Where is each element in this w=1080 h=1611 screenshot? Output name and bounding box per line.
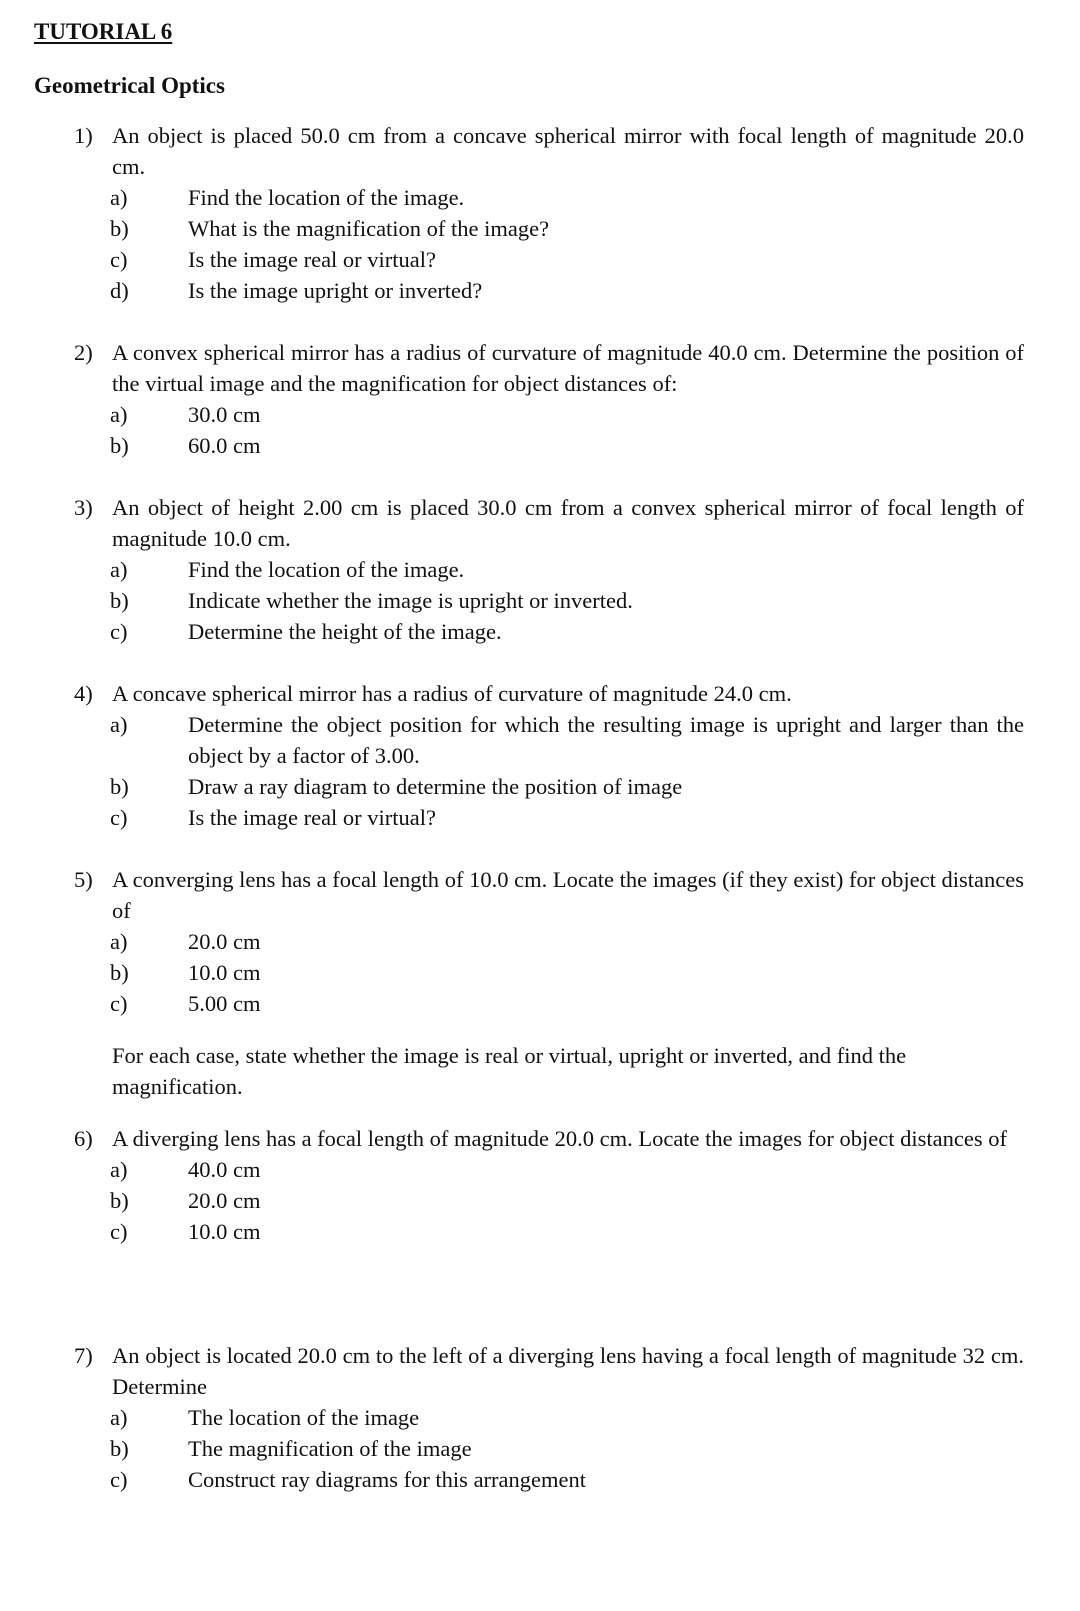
part-text: 10.0 cm xyxy=(188,1219,261,1244)
part-letter: a) xyxy=(110,712,128,737)
part-letter: b) xyxy=(110,1188,129,1213)
question-number: 1) xyxy=(74,123,93,148)
part-letter: c) xyxy=(110,805,128,830)
part-text: What is the magnification of the image? xyxy=(188,216,550,241)
part-text: The magnification of the image xyxy=(188,1436,472,1461)
question-2 xyxy=(0,337,1080,461)
part-letter: a) xyxy=(110,402,128,427)
question-text: An object is placed 50.0 cm from a concave spherical mirror with focal length of magnitude 20.0 cm. xyxy=(112,123,1024,179)
question-text: An object of height 2.00 cm is placed 30.0 cm from a convex spherical mirror of focal length of magnitude 10.0 cm. xyxy=(112,495,1024,551)
question-part xyxy=(0,1464,1024,1495)
part-letter: a) xyxy=(110,185,128,210)
question-text: A concave spherical mirror has a radius of curvature of magnitude 24.0 cm. xyxy=(112,681,792,706)
question-number: 6) xyxy=(74,1126,93,1151)
part-text: 10.0 cm xyxy=(188,960,261,985)
question-part xyxy=(0,1433,1024,1464)
question-part xyxy=(0,585,1024,616)
question-number: 7) xyxy=(74,1343,93,1368)
question-part xyxy=(0,709,1024,771)
part-letter: c) xyxy=(110,1219,128,1244)
question-text: A converging lens has a focal length of 10.0 cm. Locate the images (if they exist) for object distances of xyxy=(112,867,1024,923)
part-text: Determine the height of the image. xyxy=(188,619,502,644)
part-letter: b) xyxy=(110,433,129,458)
question-part xyxy=(0,1402,1024,1433)
question-part xyxy=(0,399,1024,430)
part-letter: b) xyxy=(110,216,129,241)
part-letter: a) xyxy=(110,929,128,954)
question-part xyxy=(0,554,1024,585)
part-letter: c) xyxy=(110,1467,128,1492)
part-letter: a) xyxy=(110,1157,128,1182)
part-text: Is the image real or virtual? xyxy=(188,805,437,830)
question-4 xyxy=(0,678,1080,833)
part-letter: a) xyxy=(110,1405,128,1430)
question-part xyxy=(0,616,1024,647)
part-letter: b) xyxy=(110,960,129,985)
part-letter: a) xyxy=(110,557,128,582)
question-part xyxy=(0,988,1024,1019)
part-text: Is the image real or virtual? xyxy=(188,247,437,272)
question-part xyxy=(0,802,1024,833)
question-part xyxy=(0,275,1024,306)
part-text: Find the location of the image. xyxy=(188,185,465,210)
part-text: 40.0 cm xyxy=(188,1157,261,1182)
question-number: 3) xyxy=(74,495,93,520)
part-letter: c) xyxy=(110,247,128,272)
question-part xyxy=(0,213,1024,244)
question-3 xyxy=(0,492,1080,647)
part-text: 30.0 cm xyxy=(188,402,261,427)
part-text: Construct ray diagrams for this arrangement xyxy=(188,1467,587,1492)
question-7 xyxy=(0,1340,1080,1495)
question-part xyxy=(0,957,1024,988)
part-letter: b) xyxy=(110,1436,129,1461)
question-part xyxy=(0,1154,1024,1185)
question-part xyxy=(0,182,1024,213)
question-part xyxy=(0,430,1024,461)
part-letter: b) xyxy=(110,774,129,799)
part-letter: b) xyxy=(110,588,129,613)
question-number: 4) xyxy=(74,681,93,706)
part-text: Draw a ray diagram to determine the position of image xyxy=(188,774,683,799)
question-part xyxy=(0,1216,1024,1247)
question-part xyxy=(0,926,1024,957)
part-text: Find the location of the image. xyxy=(188,557,465,582)
part-text: The location of the image xyxy=(188,1405,420,1430)
part-text: 20.0 cm xyxy=(188,929,261,954)
question-text: An object is located 20.0 cm to the left of a diverging lens having a focal length of magnitude 32 cm. Determine xyxy=(112,1343,1024,1399)
question-part xyxy=(0,771,1024,802)
part-text: Is the image upright or inverted? xyxy=(188,278,483,303)
page-subtitle: Geometrical Optics xyxy=(34,73,225,98)
question-part xyxy=(0,1185,1024,1216)
question-text: A diverging lens has a focal length of magnitude 20.0 cm. Locate the images for object distances of xyxy=(112,1126,1007,1151)
question-number: 5) xyxy=(74,867,93,892)
page-title: TUTORIAL 6 xyxy=(34,19,173,44)
question-5 xyxy=(0,864,1080,1019)
part-text: Determine the object position for which the resulting image is upright and larger than the object by a factor of 3.00. xyxy=(188,712,1024,768)
question-6 xyxy=(0,1123,1080,1247)
question-5-note: For each case, state whether the image is real or virtual, upright or inverted, and find the magnification. xyxy=(112,1043,907,1099)
question-part xyxy=(0,244,1024,275)
part-text: 20.0 cm xyxy=(188,1188,261,1213)
part-text: 60.0 cm xyxy=(188,433,261,458)
part-letter: c) xyxy=(110,991,128,1016)
part-text: Indicate whether the image is upright or inverted. xyxy=(188,588,633,613)
question-1 xyxy=(0,120,1080,306)
part-letter: c) xyxy=(110,619,128,644)
question-text: A convex spherical mirror has a radius of curvature of magnitude 40.0 cm. Determine the position of the virtual image and the magnification for object distances of: xyxy=(112,340,1024,396)
part-text: 5.00 cm xyxy=(188,991,261,1016)
question-number: 2) xyxy=(74,340,93,365)
part-letter: d) xyxy=(110,278,129,303)
